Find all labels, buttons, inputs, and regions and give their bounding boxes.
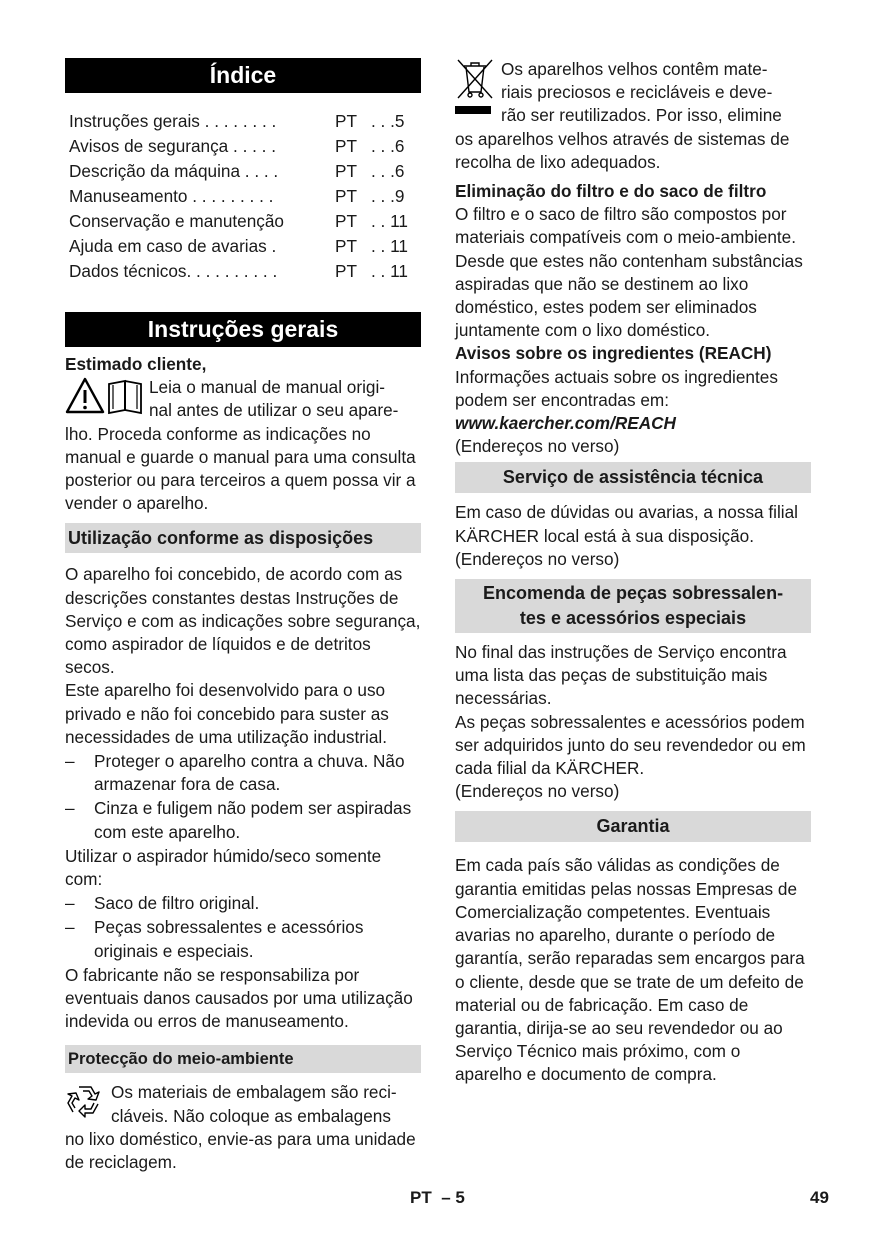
- list-item: – Cinza e fuligem não podem ser aspiradas com este aparelho.: [65, 798, 412, 842]
- toc-entry-title: Avisos de segurança . . . . .: [69, 136, 276, 156]
- toc-entry-title: Instruções gerais . . . . . . . .: [69, 111, 277, 131]
- intended-use-paragraph-1: O aparelho foi concebido, de acordo com as descrições constantes destas Instruções de Serviço e com as indicações sobre segurança, como aspirador de líquidos e de detritos secos.: [65, 564, 421, 678]
- weee-line2: riais preciosos e recicláveis e deve-: [501, 82, 773, 103]
- toc-entry-page: . . .6: [371, 161, 405, 181]
- parts-addresses: (Endereços no verso): [455, 781, 620, 802]
- service-paragraph: Em caso de dúvidas ou avarias, a nossa filial KÄRCHER local está à sua disposição.: [455, 502, 798, 546]
- weee-line3: rão ser reutilizados. Por isso, elimine: [501, 105, 782, 126]
- toc-entry-page: . . 11: [371, 261, 408, 281]
- list-item: – Proteger o aparelho contra a chuva. Não armazenar fora de casa.: [65, 751, 405, 795]
- environment-heading: Protecção do meio-ambiente: [65, 1045, 421, 1073]
- toc-entry-lang: PT: [335, 161, 357, 181]
- recycling-notice: [65, 1081, 421, 1127]
- left-column: [65, 58, 421, 1174]
- toc-entry[interactable]: [65, 184, 421, 209]
- greeting: Estimado cliente,: [65, 354, 207, 374]
- reach-addresses: (Endereços no verso): [455, 436, 620, 457]
- toc-entry-lang: PT: [335, 111, 357, 131]
- reach-paragraph: Informações actuais sobre os ingredientes podem ser encontradas em:: [455, 366, 778, 410]
- accessories-list: [65, 892, 421, 963]
- intended-use-paragraph-3: Utilizar o aspirador húmido/seco somente com:: [65, 845, 382, 890]
- index-heading: Índice: [65, 58, 421, 93]
- filter-disposal-heading: Eliminação do filtro e do saco de filtro: [455, 181, 767, 202]
- parts-heading: Encomenda de peças sobressalen- tes e acessórios especiais: [455, 579, 811, 633]
- toc-entry-page: . . .5: [371, 111, 405, 131]
- service-heading: Serviço de assistência técnica: [455, 462, 811, 493]
- toc-entry-lang: PT: [335, 211, 357, 231]
- toc-entry[interactable]: [65, 109, 421, 134]
- filter-disposal-paragraph-2: Desde que estes não contenham substâncias aspiradas que não se destinem ao lixo doméstico, estes podem ser eliminados juntamente com o lixo doméstico.: [455, 250, 803, 341]
- recycling-line1: Os materiais de embalagem são reci-: [111, 1082, 397, 1103]
- intended-use-heading: Utilização conforme as disposições: [65, 523, 421, 553]
- recycling-text: no lixo doméstico, envie-as para uma unidade de reciclagem.: [65, 1128, 416, 1173]
- toc-entry[interactable]: [65, 134, 421, 159]
- list-item: – Peças sobressalentes e acessórios originais e especiais.: [65, 917, 364, 961]
- toc-entry-title: Conservação e manutenção: [69, 211, 284, 231]
- recycling-icon: [65, 1081, 111, 1125]
- weee-text: os aparelhos velhos através de sistemas de recolha de lixo adequados.: [455, 128, 790, 172]
- toc-entry-page: . . .6: [371, 136, 405, 156]
- toc-entry-title: Dados técnicos. . . . . . . . . .: [69, 261, 278, 281]
- right-column: [455, 58, 811, 1087]
- toc-entry-page: . . .9: [371, 186, 405, 206]
- read-manual-notice: [65, 376, 421, 422]
- intended-use-paragraph-4: O fabricante não se responsabiliza por eventuais danos causados por uma utilização indevida ou erros de manuseamento.: [65, 964, 413, 1032]
- manual-notice-text: lho. Proceda conforme as indicações no manual e guarde o manual para uma consulta posterior ou para terceiros a quem possa vir a vender o aparelho.: [65, 423, 416, 514]
- toc-entry-lang: PT: [335, 261, 357, 281]
- toc-entry[interactable]: [65, 259, 421, 284]
- weee-line1: Os aparelhos velhos contêm mate-: [501, 59, 768, 79]
- page-number: 49: [810, 1188, 829, 1207]
- toc-entry-lang: PT: [335, 186, 357, 206]
- parts-paragraph-1: No final das instruções de Serviço encontra uma lista das peças de substituição mais necessárias.: [455, 642, 787, 709]
- manual-notice-line2: nal antes de utilizar o seu apare-: [149, 400, 399, 421]
- service-addresses: (Endereços no verso): [455, 548, 620, 569]
- toc-entry-page: . . 11: [371, 236, 408, 256]
- weee-notice: [455, 58, 811, 128]
- recycling-line2: cláveis. Não coloque as embalagens: [111, 1105, 391, 1126]
- toc-entry-page: . . 11: [371, 211, 408, 231]
- restrictions-list: [65, 750, 421, 844]
- warning-manual-icon: [65, 376, 149, 420]
- toc-entry-title: Manuseamento . . . . . . . . .: [69, 186, 274, 206]
- toc-entry-lang: PT: [335, 136, 357, 156]
- table-of-contents: [65, 109, 421, 284]
- reach-link[interactable]: www.kaercher.com/REACH: [455, 413, 676, 434]
- toc-entry[interactable]: [65, 234, 421, 259]
- manual-notice-line1: Leia o manual de manual origi-: [149, 377, 385, 398]
- toc-entry-lang: PT: [335, 236, 357, 256]
- filter-disposal-paragraph-1: O filtro e o saco de filtro são compostos por materiais compatíveis com o meio-ambiente.: [455, 204, 797, 248]
- parts-paragraph-2: As peças sobressalentes e acessórios podem ser adquiridos junto do seu revendedor ou em cada filial da KÄRCHER.: [455, 711, 806, 779]
- toc-entry-title: Descrição da máquina . . . .: [69, 161, 279, 181]
- crossed-bin-icon: [455, 58, 501, 126]
- warranty-heading: Garantia: [455, 811, 811, 842]
- list-item: – Saco de filtro original.: [65, 893, 260, 914]
- toc-entry[interactable]: [65, 209, 421, 234]
- warranty-paragraph: Em cada país são válidas as condições de garantia emitidas pelas nossas Empresas de Comercialização competentes. Eventuais avarias no aparelho, durante o período de garantía, serão reparadas sem encargos para o cliente, desde que se trate de um defeito de material ou de fabricação. Em caso de garantia, dirija-se ao seu revendedor ou ao Serviço Técnico mais próximo, com o aparelho e documento de compra.: [455, 855, 805, 1085]
- toc-entry-title: Ajuda em caso de avarias .: [69, 236, 277, 256]
- reach-heading: Avisos sobre os ingredientes (REACH): [455, 343, 772, 364]
- footer-section-label: PT – 5: [410, 1188, 465, 1207]
- general-instructions-heading: Instruções gerais: [65, 312, 421, 347]
- toc-entry[interactable]: [65, 159, 421, 184]
- intended-use-paragraph-2: Este aparelho foi desenvolvido para o uso privado e não foi concebido para suster as necessidades de uma utilização industrial.: [65, 680, 389, 747]
